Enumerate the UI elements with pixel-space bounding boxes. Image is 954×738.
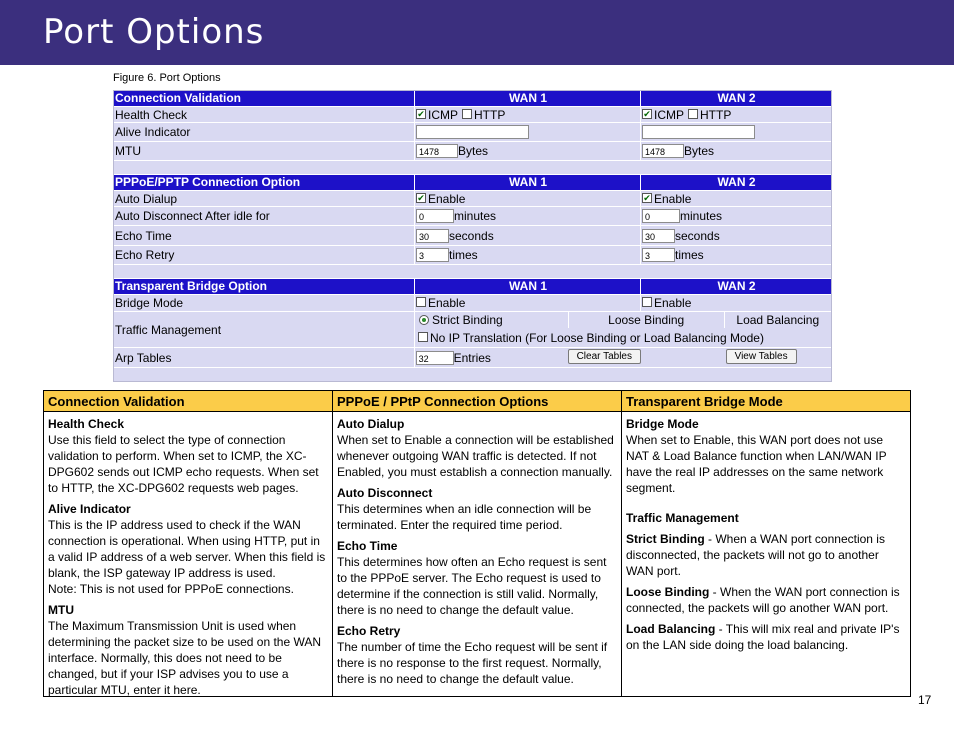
echo-time-wan1 — [415, 226, 641, 245]
http-checkbox-wan1[interactable] — [462, 109, 472, 119]
item-text: The number of time the Echo request will be sent if there is no response to the first request. Normally, there is no need to change the default value. — [337, 640, 608, 686]
loose-binding-title: Loose Binding — [626, 585, 710, 599]
echo-retry-label: Echo Retry — [114, 246, 415, 264]
strict-binding-text: - When a WAN port connection is disconnected, the packets will not go to another WAN port. — [626, 532, 885, 578]
item-text: Use this field to select the type of connection validation to perform. When set to ICMP, the XC-DPG602 sends out ICMP echo requests. When set to HTTP, the XC-DPG602 requests web pages. — [48, 433, 319, 495]
wan2-header: WAN 2 — [717, 175, 756, 189]
mtu-unit: Bytes — [458, 144, 489, 158]
bridge-header: Transparent Bridge Option — [114, 279, 415, 294]
auto-dialup-checkbox-wan1[interactable]: ✔ — [417, 192, 425, 203]
enable-label: Enable — [654, 296, 692, 310]
alive-indicator-input-wan1[interactable] — [416, 125, 529, 139]
item-text: This determines how often an Echo request is sent to the PPPoE server. The Echo request is used to determine if the connection is still valid. Normally, there is no need to change the default value. — [337, 555, 607, 617]
connection-validation-header: Connection Validation — [114, 91, 415, 106]
icmp-checkbox-wan1[interactable]: ✔ — [417, 108, 425, 119]
echo-retry-input-wan2[interactable]: 3 — [642, 248, 675, 262]
echo-time-wan2 — [641, 226, 831, 245]
alive-indicator-wan1 — [415, 123, 641, 141]
bridge-mode-wan2 — [641, 295, 831, 311]
auto-dialup-label: Auto Dialup — [114, 191, 415, 206]
alive-indicator-row — [114, 123, 831, 141]
no-ip-translation-checkbox[interactable] — [418, 332, 428, 342]
mtu-label: MTU — [114, 142, 415, 160]
bridge-mode-checkbox-wan1[interactable] — [416, 297, 426, 307]
alive-indicator-input-wan2[interactable] — [642, 125, 755, 139]
icmp-label: ICMP — [654, 107, 684, 122]
enable-label: Enable — [654, 191, 692, 206]
mtu-input-wan2[interactable]: 1478 — [642, 144, 684, 158]
seconds-unit: seconds — [675, 228, 720, 243]
health-check-label: Health Check — [114, 107, 415, 122]
page-title: Port Options — [43, 12, 265, 52]
load-balancing-title: Load Balancing — [626, 622, 716, 636]
load-balancing-label: Load Balancing — [736, 313, 820, 327]
item-title: Health Check — [48, 417, 125, 431]
item-text: The Maximum Transmission Unit is used when determining the packet size to be used on the WAN interface. Normally, this does not need to be changed, but if your ISP advises you to use a particular MTU, enter it here. — [48, 619, 322, 697]
figure-caption: Figure 6. Port Options — [113, 72, 221, 84]
view-tables-button[interactable]: View Tables — [726, 349, 797, 364]
port-options-screenshot — [113, 90, 832, 382]
connection-validation-column — [44, 391, 332, 696]
traffic-management-options — [415, 312, 831, 347]
wan1-header: WAN 1 — [415, 91, 641, 106]
http-label: HTTP — [474, 107, 506, 122]
load-balancing-option[interactable] — [725, 312, 831, 328]
http-label: HTTP — [700, 107, 732, 122]
auto-dialup-row — [114, 191, 831, 206]
arp-tables-label: Arp Tables — [114, 348, 415, 367]
auto-disconnect-wan1 — [415, 207, 641, 225]
times-unit: times — [675, 248, 704, 262]
column-header: Transparent Bridge Mode — [622, 391, 910, 412]
wan2-header: WAN 2 — [717, 279, 756, 293]
health-check-wan1 — [415, 107, 641, 122]
mtu-wan2 — [641, 142, 831, 160]
traffic-management-label: Traffic Management — [114, 312, 415, 347]
echo-retry-wan1 — [415, 246, 641, 264]
bridge-mode-wan1 — [415, 295, 641, 311]
bridge-mode-label: Bridge Mode — [114, 295, 415, 311]
echo-time-input-wan2[interactable]: 30 — [642, 229, 675, 243]
auto-disconnect-input-wan1[interactable]: 0 — [416, 209, 454, 223]
echo-time-row — [114, 226, 831, 245]
item-title: MTU — [48, 603, 74, 617]
auto-disconnect-wan2 — [641, 207, 831, 225]
wan1-header: WAN 1 — [415, 175, 641, 190]
item-title: Alive Indicator — [48, 502, 131, 516]
item-text: This determines when an idle connection will be terminated. Enter the required time period. — [337, 502, 592, 532]
icmp-checkbox-wan2[interactable]: ✔ — [643, 108, 651, 119]
auto-dialup-wan1 — [415, 191, 641, 206]
echo-retry-input-wan1[interactable]: 3 — [416, 248, 449, 262]
pppoe-header-row — [114, 175, 831, 190]
bridge-mode-text: When set to Enable, this WAN port does not use NAT & Load Balance function when LAN/WAN IP have the real IP addresses on the same network segment. — [626, 433, 887, 495]
mtu-input-wan1[interactable]: 1478 — [416, 144, 458, 158]
item-title: Auto Disconnect — [337, 486, 433, 500]
mtu-wan1 — [415, 142, 641, 160]
arp-tables-controls — [415, 348, 831, 367]
loose-binding-text: - When the WAN port connection is connected, the packets will go another WAN port. — [626, 585, 900, 615]
http-checkbox-wan2[interactable] — [688, 109, 698, 119]
alive-indicator-wan2 — [641, 123, 831, 141]
minutes-unit: minutes — [454, 209, 497, 223]
strict-binding-option[interactable] — [415, 312, 569, 328]
traffic-management-row — [114, 312, 831, 347]
echo-retry-wan2 — [641, 246, 831, 264]
arp-tables-input[interactable]: 32 — [416, 351, 454, 365]
bridge-mode-title: Bridge Mode — [626, 417, 699, 431]
auto-disconnect-label: Auto Disconnect After idle for — [114, 207, 415, 225]
wan2-header: WAN 2 — [717, 91, 756, 105]
bridge-mode-row — [114, 295, 831, 311]
health-check-row — [114, 107, 831, 122]
auto-disconnect-row — [114, 207, 831, 225]
strict-binding-title: Strict Binding — [626, 532, 705, 546]
strict-binding-label: Strict Binding — [432, 313, 503, 327]
auto-dialup-checkbox-wan2[interactable]: ✔ — [643, 192, 651, 203]
arp-tables-row — [114, 348, 831, 367]
binding-mode-group — [415, 312, 831, 328]
page-number: 17 — [918, 693, 932, 707]
column-body — [622, 412, 910, 653]
enable-label: Enable — [428, 191, 466, 206]
enable-label: Enable — [428, 296, 466, 310]
icmp-label: ICMP — [428, 107, 458, 122]
auto-dialup-wan2 — [641, 191, 831, 206]
spacer-row — [114, 161, 831, 174]
mtu-unit: Bytes — [684, 144, 715, 158]
loose-binding-label: Loose Binding — [608, 313, 685, 327]
strict-binding-radio[interactable] — [419, 315, 429, 325]
traffic-management-title: Traffic Management — [626, 511, 739, 525]
item-title: Auto Dialup — [337, 417, 405, 431]
pppoe-header: PPPoE/PPTP Connection Option — [114, 175, 415, 190]
no-ip-translation-label: No IP Translation (For Loose Binding or Load Balancing Mode) — [430, 331, 764, 345]
clear-tables-button[interactable]: Clear Tables — [568, 349, 641, 364]
auto-disconnect-input-wan2[interactable]: 0 — [642, 209, 680, 223]
times-unit: times — [449, 248, 478, 262]
item-text: When set to Enable a connection will be established whenever outgoing WAN traffic is detected. If not Enabled, you must establish a connection manually. — [337, 433, 614, 479]
spacer-row — [114, 265, 831, 278]
echo-time-label: Echo Time — [114, 226, 415, 245]
bridge-column — [622, 391, 910, 696]
bridge-mode-checkbox-wan2[interactable] — [642, 297, 652, 307]
alive-indicator-label: Alive Indicator — [114, 123, 415, 141]
load-balancing-text: - This will mix real and private IP's on the LAN side doing the load balancing. — [626, 622, 900, 652]
column-header: PPPoE / PPtP Connection Options — [333, 391, 621, 412]
item-note: Note: This is not used for PPPoE connections. — [48, 582, 294, 596]
health-check-wan2 — [641, 107, 831, 122]
item-title: Echo Retry — [337, 624, 401, 638]
column-body — [44, 412, 332, 698]
item-title: Echo Time — [337, 539, 398, 553]
column-header: Connection Validation — [44, 391, 332, 412]
minutes-unit: minutes — [680, 209, 723, 223]
column-body — [333, 412, 621, 687]
echo-retry-row — [114, 246, 831, 264]
seconds-unit: seconds — [449, 228, 494, 243]
item-text: This is the IP address used to check if the WAN connection is operational. When using HTTP, put in a valid IP address of a web server. When this field is blank, the ISP gateway IP address is used. — [48, 518, 326, 580]
entries-unit: Entries — [453, 350, 491, 365]
loose-binding-option[interactable] — [569, 312, 725, 328]
wan1-header: WAN 1 — [415, 279, 641, 294]
pppoe-column — [333, 391, 621, 696]
bridge-header-row — [114, 279, 831, 294]
connection-validation-header-row — [114, 91, 831, 106]
title-banner — [0, 0, 954, 65]
mtu-row — [114, 142, 831, 160]
spacer-row — [114, 368, 831, 381]
options-description-table — [43, 390, 911, 697]
echo-time-input-wan1[interactable]: 30 — [416, 229, 449, 243]
no-ip-translation-option — [415, 330, 834, 346]
